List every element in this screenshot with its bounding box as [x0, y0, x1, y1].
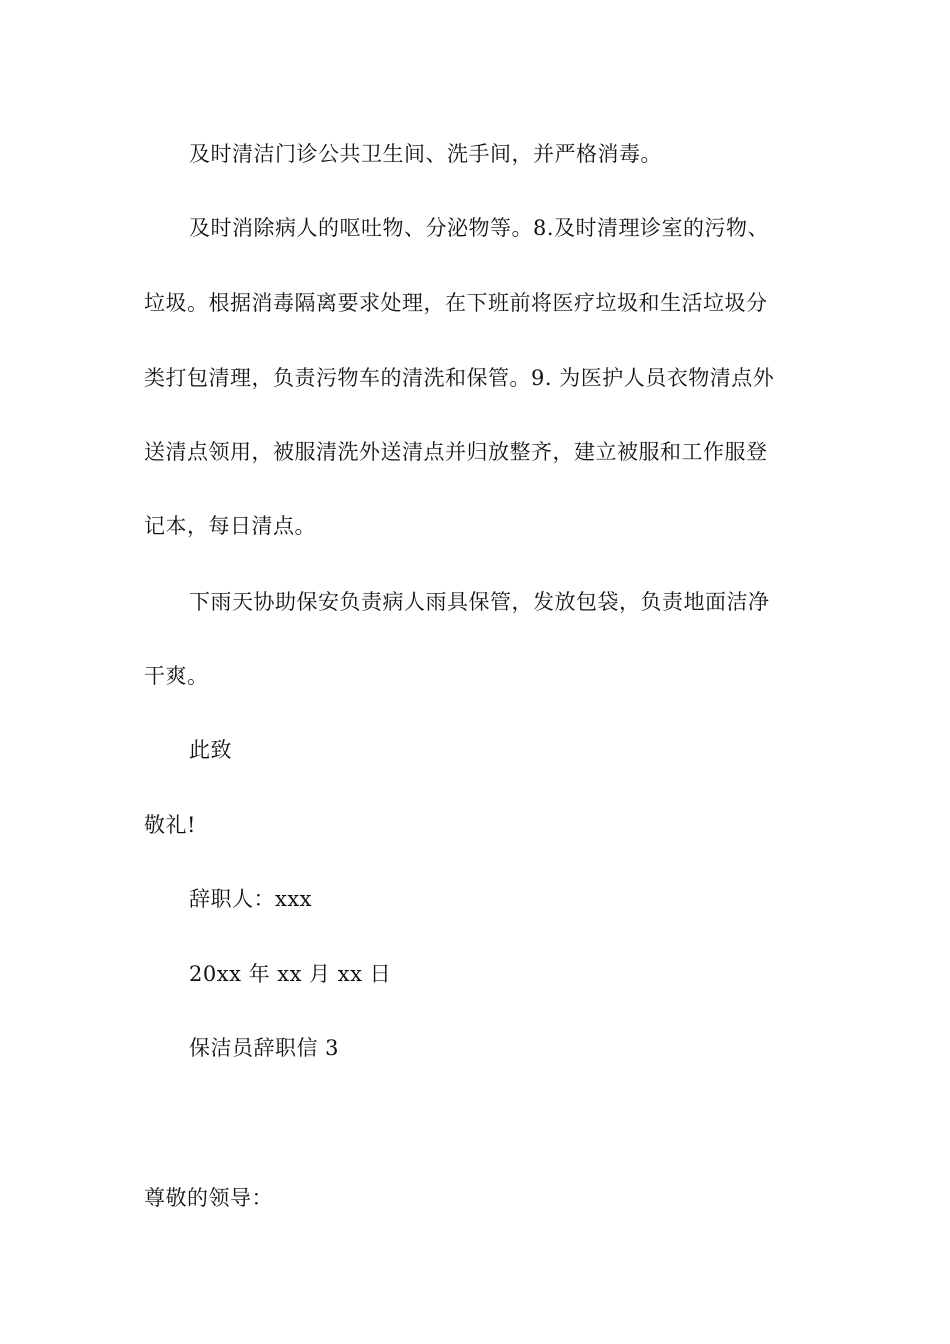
- greeting-line: 尊敬的领导：: [144, 1186, 273, 1210]
- paragraph-line: 垃圾。根据消毒隔离要求处理，在下班前将医疗垃圾和生活垃圾分: [144, 291, 768, 315]
- signature-line: 辞职人：xxx: [189, 887, 313, 911]
- section-title: 保洁员辞职信 3: [189, 1036, 340, 1060]
- paragraph-line: 下雨天协助保安负责病人雨具保管，发放包袋，负责地面洁净: [189, 590, 770, 614]
- closing-phrase: 此致: [189, 738, 232, 762]
- paragraph-line: 类打包清理，负责污物车的清洗和保管。9. 为医护人员衣物清点外: [144, 366, 775, 390]
- paragraph-line: 干爽。: [144, 664, 209, 688]
- date-line: 20xx 年 xx 月 xx 日: [189, 962, 392, 986]
- paragraph-line: 送清点领用，被服清洗外送清点并归放整齐，建立被服和工作服登: [144, 440, 768, 464]
- paragraph-line: 记本，每日清点。: [144, 514, 316, 538]
- paragraph-line: 及时消除病人的呕吐物、分泌物等。8.及时清理诊室的污物、: [189, 216, 770, 240]
- salutation-closing: 敬礼!: [144, 813, 196, 837]
- paragraph-line: 及时清洁门诊公共卫生间、洗手间，并严格消毒。: [189, 142, 662, 166]
